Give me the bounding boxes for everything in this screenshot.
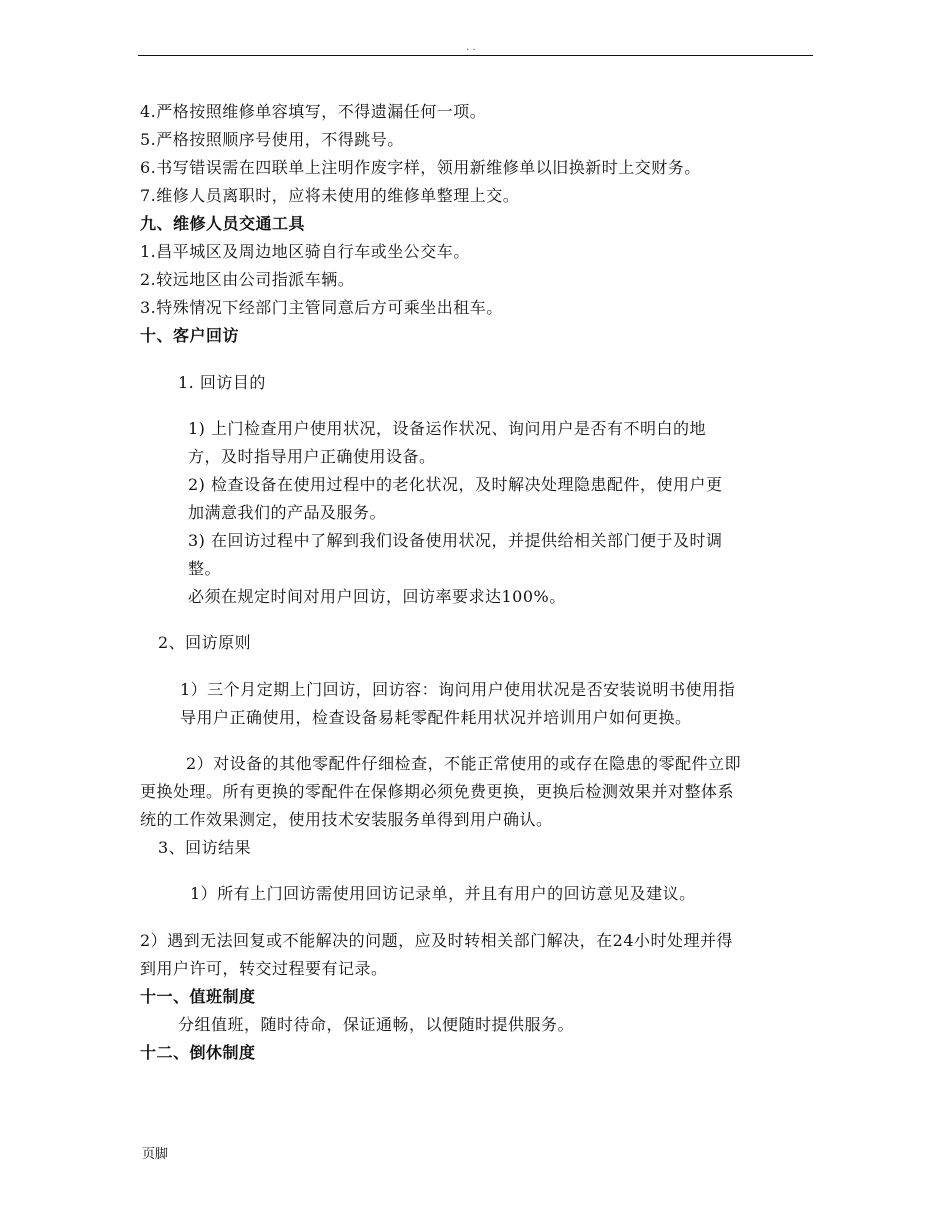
text-line: 3) 在回访过程中了解到我们设备使用状况，并提供给相关部门便于及时调 [188, 531, 723, 550]
text-line: 方，及时指导用户正确使用设备。 [188, 447, 436, 466]
section-heading: 十二、倒休制度 [140, 1043, 256, 1062]
text-line: 2）遇到无法回复或不能解决的问题，应及时转相关部门解决，在24小时处理并得 [140, 931, 734, 950]
header-marks: . . [466, 42, 476, 53]
text-line: 更换处理。所有更换的零配件在保修期必须免费更换，更换后检测效果并对整体系 [140, 782, 735, 801]
section-heading: 十一、值班制度 [140, 987, 256, 1006]
text-line: 导用户正确使用，检查设备易耗零配件耗用状况并培训用户如何更换。 [180, 708, 692, 727]
text-line: 1.昌平城区及周边地区骑自行车或坐公交车。 [140, 242, 470, 261]
section-heading: 九、维修人员交通工具 [140, 214, 306, 233]
subsection-heading: 3、回访结果 [158, 838, 252, 857]
text-line: 7.维修人员离职时，应将未使用的维修单整理上交。 [140, 186, 520, 205]
header-rule [138, 55, 813, 56]
text-line: 整。 [188, 559, 222, 578]
text-line: 3.特殊情况下经部门主管同意后方可乘坐出租车。 [140, 298, 503, 317]
text-line: 6.书写错误需在四联单上注明作废字样，领用新维修单以旧换新时上交财务。 [140, 158, 701, 177]
text-line: 分组值班，随时待命，保证通畅，以便随时提供服务。 [178, 1015, 575, 1034]
text-line: 1) 上门检查用户使用状况，设备运作状况、询问用户是否有不明白的地 [188, 419, 707, 438]
text-line: 2) 检查设备在使用过程中的老化状况，及时解决处理隐患配件，使用户更 [188, 475, 723, 494]
text-line: 1）三个月定期上门回访，回访容：询问用户使用状况是否安装说明书使用指 [180, 680, 736, 699]
subsection-heading: 2、回访原则 [158, 633, 252, 652]
text-line: 到用户许可，转交过程要有记录。 [140, 959, 388, 978]
text-line: 4.严格按照维修单容填写，不得遗漏任何一项。 [140, 102, 487, 121]
page-footer: 页脚 [142, 1147, 169, 1162]
subsection-heading: 1. 回访目的 [178, 373, 266, 392]
text-line: 1）所有上门回访需使用回访记录单，并且有用户的回访意见及建议。 [190, 884, 696, 903]
text-line: 2.较远地区由公司指派车辆。 [140, 270, 355, 289]
section-heading: 十、客户回访 [140, 326, 240, 345]
text-line: 5.严格按照顺序号使用，不得跳号。 [140, 130, 404, 149]
text-line: 2）对设备的其他零配件仔细检查，不能正常使用的或存在隐患的零配件立即 [186, 754, 742, 773]
text-line: 统的工作效果测定，使用技术安装服务单得到用户确认。 [140, 810, 553, 829]
text-line: 加满意我们的产品及服务。 [188, 503, 387, 522]
text-line: 必须在规定时间对用户回访，回访率要求达100%。 [188, 587, 566, 606]
